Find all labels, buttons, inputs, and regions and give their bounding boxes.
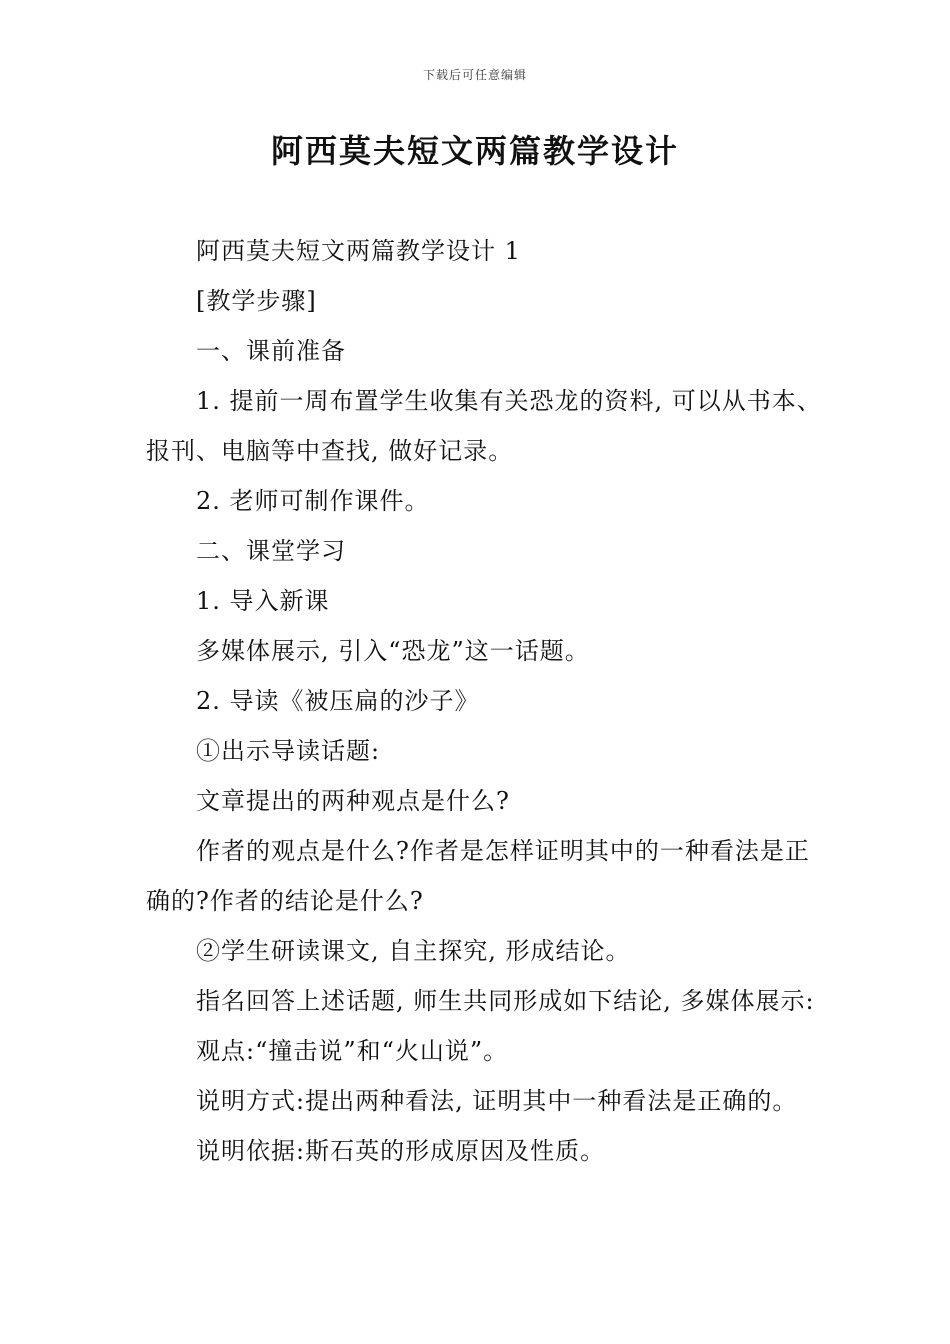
paragraph-guide-topics: ①出示导读话题: [196, 737, 381, 765]
section-heading-preparation: 一、课前准备 [196, 337, 346, 365]
paragraph-teaching-steps: [教学步骤] [196, 287, 317, 315]
paragraph-intro-heading: 1. 导入新课 [196, 587, 330, 615]
document-body [146, 226, 830, 1176]
paragraph-viewpoints: 观点:“撞击说”和“火山说”。 [196, 1037, 509, 1065]
document-title: 阿西莫夫短文两篇教学设计 [270, 132, 679, 170]
section-heading-classroom: 二、课堂学习 [196, 537, 346, 565]
paragraph-question-2: 作者的观点是什么?作者是怎样证明其中的一种看法是正确的?作者的结论是什么? [146, 837, 810, 915]
paragraph-basis: 说明依据:斯石英的形成原因及性质。 [196, 1137, 606, 1165]
paragraph-prep-2: 2. 老师可制作课件。 [196, 487, 430, 515]
paragraph-student-study: ②学生研读课文, 自主探究, 形成结论。 [196, 937, 631, 965]
paragraph-prep-1: 1. 提前一周布置学生收集有关恐龙的资料, 可以从书本、报刊、电脑等中查找, 做好记录。 [146, 387, 822, 465]
paragraph-answer-instruction: 指名回答上述话题, 师生共同形成如下结论, 多媒体展示: [196, 987, 815, 1015]
paragraph-method: 说明方式:提出两种看法, 证明其中一种看法是正确的。 [196, 1087, 798, 1115]
page-header-note: 下载后可任意编辑 [422, 68, 527, 82]
paragraph-question-1: 文章提出的两种观点是什么? [196, 787, 510, 815]
paragraph-intro-media: 多媒体展示, 引入“恐龙”这一话题。 [196, 637, 590, 665]
paragraph-reading-guide: 2. 导读《被压扁的沙子》 [196, 687, 480, 715]
paragraph-subtitle: 阿西莫夫短文两篇教学设计 1 [196, 237, 521, 265]
